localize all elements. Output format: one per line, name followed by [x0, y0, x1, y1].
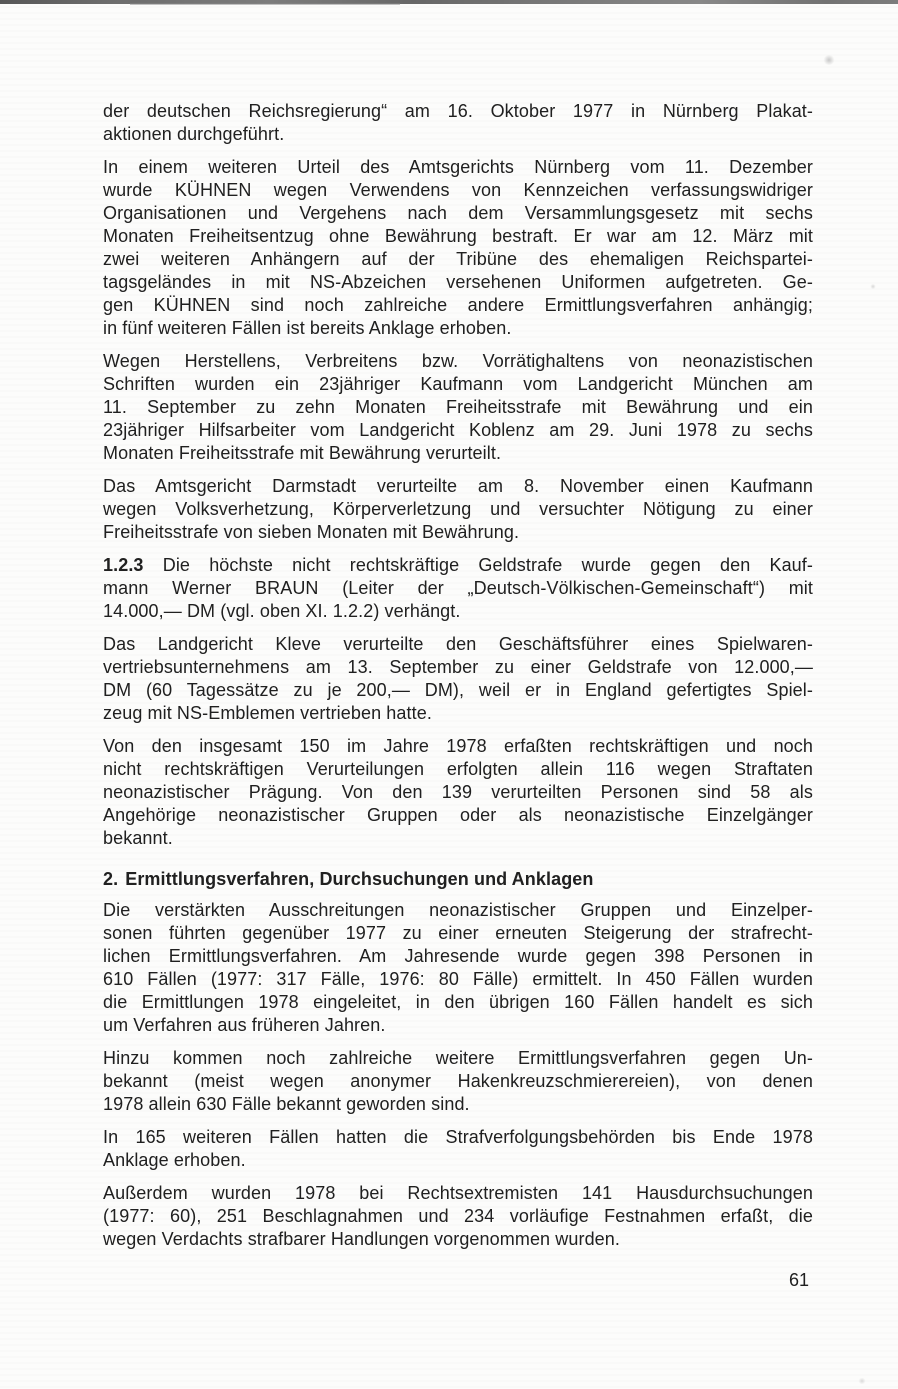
paragraph-numbered: [103, 554, 813, 623]
text-line: die Ermittlungen 1978 eingeleitet, in den übrigen 160 Fällen handelt es sich: [103, 992, 813, 1012]
text-line: bekannt (meist wegen anonymer Hakenkreuzschmierereien), von denen: [103, 1071, 813, 1091]
scan-speck: [870, 284, 876, 289]
text-line: [103, 554, 813, 577]
page-number: 61: [789, 1270, 810, 1290]
text-line: der deutschen Reichsregierung“ am 16. Oktober 1977 in Nürnberg Plakat-: [103, 101, 813, 121]
text-line: in fünf weiteren Fällen ist bereits Anklage erhoben.: [103, 318, 512, 338]
text-line: Außerdem wurden 1978 bei Rechtsextremisten 141 Hausdurchsuchungen: [103, 1183, 813, 1203]
section-number: 2.: [103, 869, 119, 889]
text-line: Hinzu kommen noch zahlreiche weitere Ermittlungsverfahren gegen Un-: [103, 1048, 813, 1068]
paragraph: [103, 1182, 813, 1251]
scan-speck: [823, 55, 835, 65]
text-line: Die verstärkten Ausschreitungen neonazistischer Gruppen und Einzelper-: [103, 900, 813, 920]
scan-edge-artifact: [0, 0, 898, 4]
text-line: wegen Verdachts strafbarer Handlungen vorgenommen wurden.: [103, 1229, 621, 1249]
text-line: 1978 allein 630 Fälle bekannt geworden sind.: [103, 1094, 470, 1114]
paragraph: [103, 156, 813, 340]
text-line: (1977: 60), 251 Beschlagnahmen und 234 vorläufige Festnahmen erfaßt, die: [103, 1206, 813, 1226]
text-line: Anklage erhoben.: [103, 1150, 246, 1170]
text-line: gen KÜHNEN sind noch zahlreiche andere Ermittlungsverfahren anhängig;: [103, 295, 813, 315]
paragraph: [103, 735, 813, 850]
text-line: nicht rechtskräftigen Verurteilungen erfolgten allein 116 wegen Straftaten: [103, 759, 813, 779]
text-line: Organisationen und Vergehens nach dem Versammlungsgesetz mit sechs: [103, 203, 813, 223]
paragraph: [103, 633, 813, 725]
text-line: neonazistischer Prägung. Von den 139 verurteilten Personen sind 58 als: [103, 782, 813, 802]
paragraph: [103, 350, 813, 465]
text-line: 11. September zu zehn Monaten Freiheitsstrafe mit Bewährung und ein: [103, 397, 813, 417]
text-line: DM (60 Tagessätze zu je 200,— DM), weil er in England gefertigtes Spiel-: [103, 680, 813, 700]
text-line: sonen führten gegenüber 1977 zu einer erneuten Steigerung der strafrecht-: [103, 923, 813, 943]
text-line: 23jähriger Hilfsarbeiter vom Landgericht Koblenz am 29. Juni 1978 zu sechs: [103, 420, 813, 440]
text-line: 14.000,— DM (vgl. oben XI. 1.2.2) verhängt.: [103, 601, 461, 621]
paragraph: [103, 100, 813, 146]
text-line: Monaten Freiheitsentzug ohne Bewährung bestraft. Er war am 12. März mit: [103, 226, 813, 246]
text-column: [103, 100, 813, 1261]
text-line: wurde KÜHNEN wegen Verwendens von Kennzeichen verfassungswidriger: [103, 180, 813, 200]
paragraph: [103, 899, 813, 1037]
text-line-fragment: Die höchste nicht rechtskräftige Geldstrafe wurde gegen den Kauf-: [162, 555, 813, 575]
text-line: zeug mit NS-Emblemen vertrieben hatte.: [103, 703, 432, 723]
paragraph: [103, 475, 813, 544]
text-line: zwei weiteren Anhängern auf der Tribüne des ehemaligen Reichspartei-: [103, 249, 813, 269]
paragraph: [103, 1126, 813, 1172]
text-line: In 165 weiteren Fällen hatten die Strafverfolgungsbehörden bis Ende 1978: [103, 1127, 813, 1147]
text-line: Von den insgesamt 150 im Jahre 1978 erfaßten rechtskräftigen und noch: [103, 736, 813, 756]
text-line: Das Amtsgericht Darmstadt verurteilte am 8. November einen Kaufmann: [103, 476, 813, 496]
scan-speck: [858, 1378, 866, 1384]
text-line: um Verfahren aus früheren Jahren.: [103, 1015, 386, 1035]
section-heading: [103, 868, 813, 891]
text-line: vertriebsunternehmens am 13. September zu einer Geldstrafe von 12.000,—: [103, 657, 813, 677]
text-line: lichen Ermittlungsverfahren. Am Jahresende wurde gegen 398 Personen in: [103, 946, 813, 966]
text-line: mann Werner BRAUN (Leiter der „Deutsch-Völkischen-Gemeinschaft“) mit: [103, 578, 813, 598]
text-line: tagsgeländes in mit NS-Abzeichen versehenen Uniformen aufgetreten. Ge-: [103, 272, 813, 292]
text-line: Monaten Freiheitsstrafe mit Bewährung verurteilt.: [103, 443, 502, 463]
text-line: Angehörige neonazistischer Gruppen oder als neonazistische Einzelgänger: [103, 805, 813, 825]
text-line: Das Landgericht Kleve verurteilte den Geschäftsführer eines Spielwaren-: [103, 634, 813, 654]
paragraph: [103, 1047, 813, 1116]
text-line: Schriften wurden ein 23jähriger Kaufmann vom Landgericht München am: [103, 374, 813, 394]
section-heading-label: Ermittlungsverfahren, Durchsuchungen und Anklagen: [125, 869, 594, 889]
section-number: 1.2.3: [103, 555, 144, 575]
text-line: Freiheitsstrafe von sieben Monaten mit Bewährung.: [103, 522, 520, 542]
text-line: wegen Volksverhetzung, Körperverletzung und versuchter Nötigung zu einer: [103, 499, 813, 519]
text-line: aktionen durchgeführt.: [103, 124, 285, 144]
text-line: Wegen Herstellens, Verbreitens bzw. Vorrätighaltens von neonazistischen: [103, 351, 813, 371]
text-line: bekannt.: [103, 828, 173, 848]
text-line: 610 Fällen (1977: 317 Fälle, 1976: 80 Fälle) ermittelt. In 450 Fällen wurden: [103, 969, 813, 989]
text-line: In einem weiteren Urteil des Amtsgerichts Nürnberg vom 11. Dezember: [103, 157, 813, 177]
